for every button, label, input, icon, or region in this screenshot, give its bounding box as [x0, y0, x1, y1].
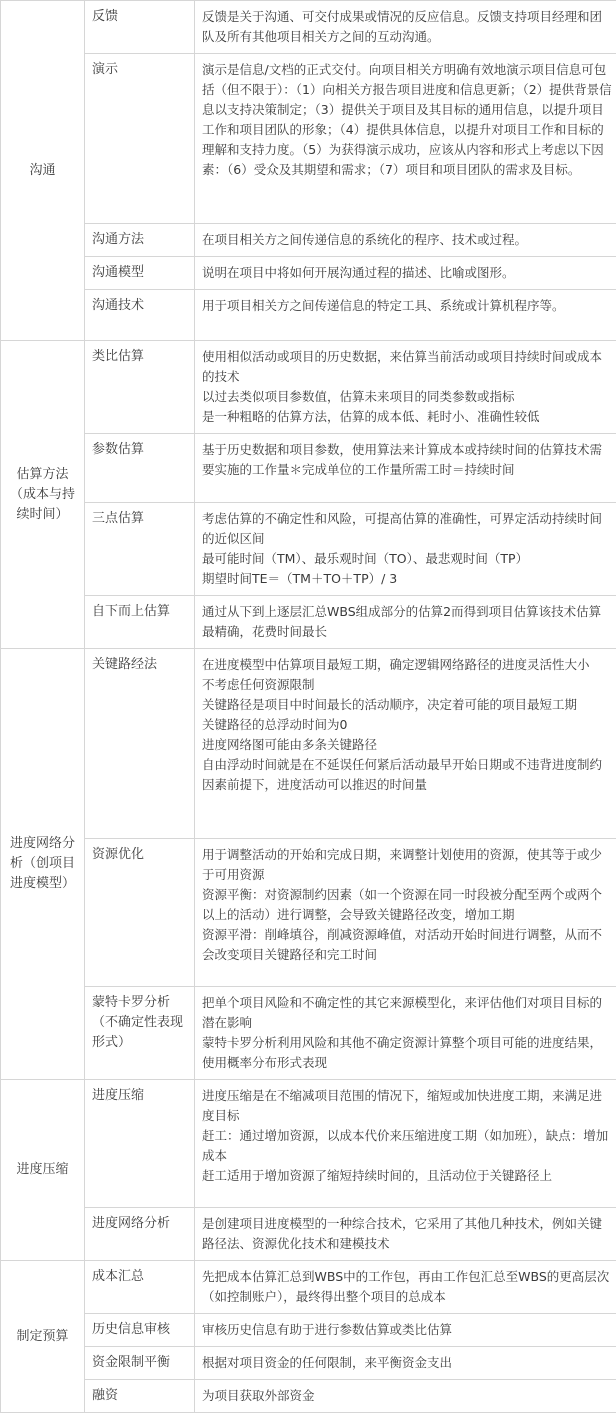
description-line: 赶工适用于增加资源了缩短持续时间的，且活动位于关键路径上 — [202, 1166, 612, 1186]
table-row — [1, 596, 616, 649]
description-line: 蒙特卡罗分析利用风险和其他不确定资源计算整个项目可能的进度结果，使用概率分布形式表现 — [202, 1033, 612, 1073]
table-row — [1, 54, 616, 224]
description-line: 使用相似活动或项目的历史数据，来估算当前活动或项目持续时间或成本的技术 — [202, 347, 612, 387]
description-line: 关键路径是项目中时间最长的活动顺序，决定着可能的项目最短工期 — [202, 695, 612, 715]
table-row — [1, 434, 616, 503]
description-cell — [195, 1314, 616, 1347]
description-line: 进度网络图可能由多条关键路径 — [202, 735, 612, 755]
description-line: 为项目获取外部资金 — [202, 1386, 612, 1406]
description-line: 把单个项目风险和不确定性的其它来源模型化，来评估他们对项目目标的潜在影响 — [202, 993, 612, 1033]
description-line: 说明在项目中将如何开展沟通过程的描述、比喻或图形。 — [202, 263, 612, 283]
description-line: 考虑估算的不确定性和风险，可提高估算的准确性，可界定活动持续时间的近似区间 — [202, 509, 612, 549]
description-line: 关键路径的总浮动时间为0 — [202, 715, 612, 735]
description-cell — [195, 224, 616, 257]
description-line: 用于项目相关方之间传递信息的特定工具、系统或计算机程序等。 — [202, 296, 612, 316]
description-line: 先把成本估算汇总到WBS中的工作包，再由工作包汇总至WBS的更高层次（如控制账户），最终得出整个项目的总成本 — [202, 1267, 612, 1307]
description-cell — [195, 596, 616, 649]
table-row — [1, 341, 616, 434]
term-cell: 进度网络分析 — [85, 1208, 195, 1261]
description-line: 通过从下到上逐层汇总WBS组成部分的估算2而得到项目估算该技术估算最精确，花费时间最长 — [202, 602, 612, 642]
description-cell — [195, 1208, 616, 1261]
term-cell: 演示 — [85, 54, 195, 224]
term-cell: 三点估算 — [85, 503, 195, 596]
description-cell — [195, 290, 616, 341]
description-line: 基于历史数据和项目参数，使用算法来计算成本或持续时间的估算技术需要实施的工作量＊完成单位的工作量所需工时＝持续时间 — [202, 440, 612, 480]
table-row — [1, 257, 616, 290]
category-cell: 制定预算 — [1, 1261, 85, 1413]
description-cell — [195, 1, 616, 54]
term-cell: 进度压缩 — [85, 1080, 195, 1208]
description-line: 在项目相关方之间传递信息的系统化的程序、技术或过程。 — [202, 230, 612, 250]
table-row — [1, 839, 616, 987]
category-cell: 进度网络分析（创项目进度模型） — [1, 649, 85, 1080]
description-line: 资源平滑：削峰填谷，削减资源峰值，对活动开始时间进行调整，从而不会改变项目关键路径和完工时间 — [202, 925, 612, 965]
description-line: 期望时间TE＝（TM＋TO＋TP）/ 3 — [202, 569, 612, 589]
description-cell — [195, 839, 616, 987]
description-line: 赶工：通过增加资源，以成本代价来压缩进度工期（如加班），缺点：增加成本 — [202, 1126, 612, 1166]
term-cell: 历史信息审核 — [85, 1314, 195, 1347]
table-row — [1, 987, 616, 1080]
term-cell: 反馈 — [85, 1, 195, 54]
description-cell — [195, 987, 616, 1080]
term-cell: 资源优化 — [85, 839, 195, 987]
term-cell: 蒙特卡罗分析（不确定性表现形式） — [85, 987, 195, 1080]
table-row — [1, 1080, 616, 1208]
description-cell — [195, 1261, 616, 1314]
term-cell: 参数估算 — [85, 434, 195, 503]
description-line: 在进度模型中估算项目最短工期，确定逻辑网络路径的进度灵活性大小 — [202, 655, 612, 675]
description-line: 根据对项目资金的任何限制，来平衡资金支出 — [202, 1353, 612, 1373]
description-line: 用于调整活动的开始和完成日期，来调整计划使用的资源，使其等于或少于可用资源 — [202, 845, 612, 885]
table-row — [1, 1314, 616, 1347]
table-row — [1, 649, 616, 839]
description-cell — [195, 257, 616, 290]
table-body — [1, 1, 616, 1413]
table-row — [1, 1380, 616, 1413]
category-cell: 进度压缩 — [1, 1080, 85, 1261]
description-cell — [195, 54, 616, 224]
term-cell: 沟通模型 — [85, 257, 195, 290]
term-cell: 融资 — [85, 1380, 195, 1413]
description-cell — [195, 434, 616, 503]
term-cell: 沟通技术 — [85, 290, 195, 341]
table-row — [1, 290, 616, 341]
term-cell: 成本汇总 — [85, 1261, 195, 1314]
table-row — [1, 1347, 616, 1380]
table-row — [1, 1261, 616, 1314]
term-cell: 自下而上估算 — [85, 596, 195, 649]
term-cell: 类比估算 — [85, 341, 195, 434]
description-line: 是一种粗略的估算方法，估算的成本低、耗时小、准确性较低 — [202, 407, 612, 427]
description-line: 最可能时间（TM）、最乐观时间（TO）、最悲观时间（TP） — [202, 549, 612, 569]
description-line: 自由浮动时间就是在不延误任何紧后活动最早开始日期或不违背进度制约因素前提下，进度活动可以推迟的时间量 — [202, 755, 612, 795]
table-row — [1, 1208, 616, 1261]
description-cell — [195, 341, 616, 434]
description-line: 资源平衡：对资源制约因素（如一个资源在同一时段被分配至两个或两个以上的活动）进行调整，会导致关键路径改变，增加工期 — [202, 885, 612, 925]
description-cell — [195, 1080, 616, 1208]
description-line: 进度压缩是在不缩减项目范围的情况下，缩短或加快进度工期，来满足进度目标 — [202, 1086, 612, 1126]
description-line: 审核历史信息有助于进行参数估算或类比估算 — [202, 1320, 612, 1340]
table-row — [1, 503, 616, 596]
description-line: 以过去类似项目参数值，估算未来项目的同类参数或指标 — [202, 387, 612, 407]
description-cell — [195, 503, 616, 596]
description-line: 不考虑任何资源限制 — [202, 675, 612, 695]
description-cell — [195, 1347, 616, 1380]
category-cell: 沟通 — [1, 1, 85, 341]
description-cell — [195, 649, 616, 839]
description-cell — [195, 1380, 616, 1413]
term-cell: 关键路经法 — [85, 649, 195, 839]
category-cell: 估算方法（成本与持续时间） — [1, 341, 85, 649]
table-row — [1, 1, 616, 54]
description-line: 演示是信息/文档的正式交付。向项目相关方明确有效地演示项目信息可包括（但不限于）：（1）向相关方报告项目进度和信息更新；（2）提供背景信息以支持决策制定；（3）提供关于项目及其目标的通用信息，以提升项目工作和项目团队的形象；（4）提供具体信息，以提升对项目工作和目标的理解和支持力度。（5）为获得演示成功，应该从内容和形式上考虑以下因素：（6）受众及其期望和需求；（7）项目和项目团队的需求及目标。 — [202, 60, 612, 180]
description-line: 反馈是关于沟通、可交付成果或情况的反应信息。反馈支持项目经理和团队及所有其他项目相关方之间的互动沟通。 — [202, 7, 612, 47]
term-cell: 资金限制平衡 — [85, 1347, 195, 1380]
description-line: 是创建项目进度模型的一种综合技术，它采用了其他几种技术，例如关键路径法、资源优化技术和建模技术 — [202, 1214, 612, 1254]
term-cell: 沟通方法 — [85, 224, 195, 257]
table-row — [1, 224, 616, 257]
